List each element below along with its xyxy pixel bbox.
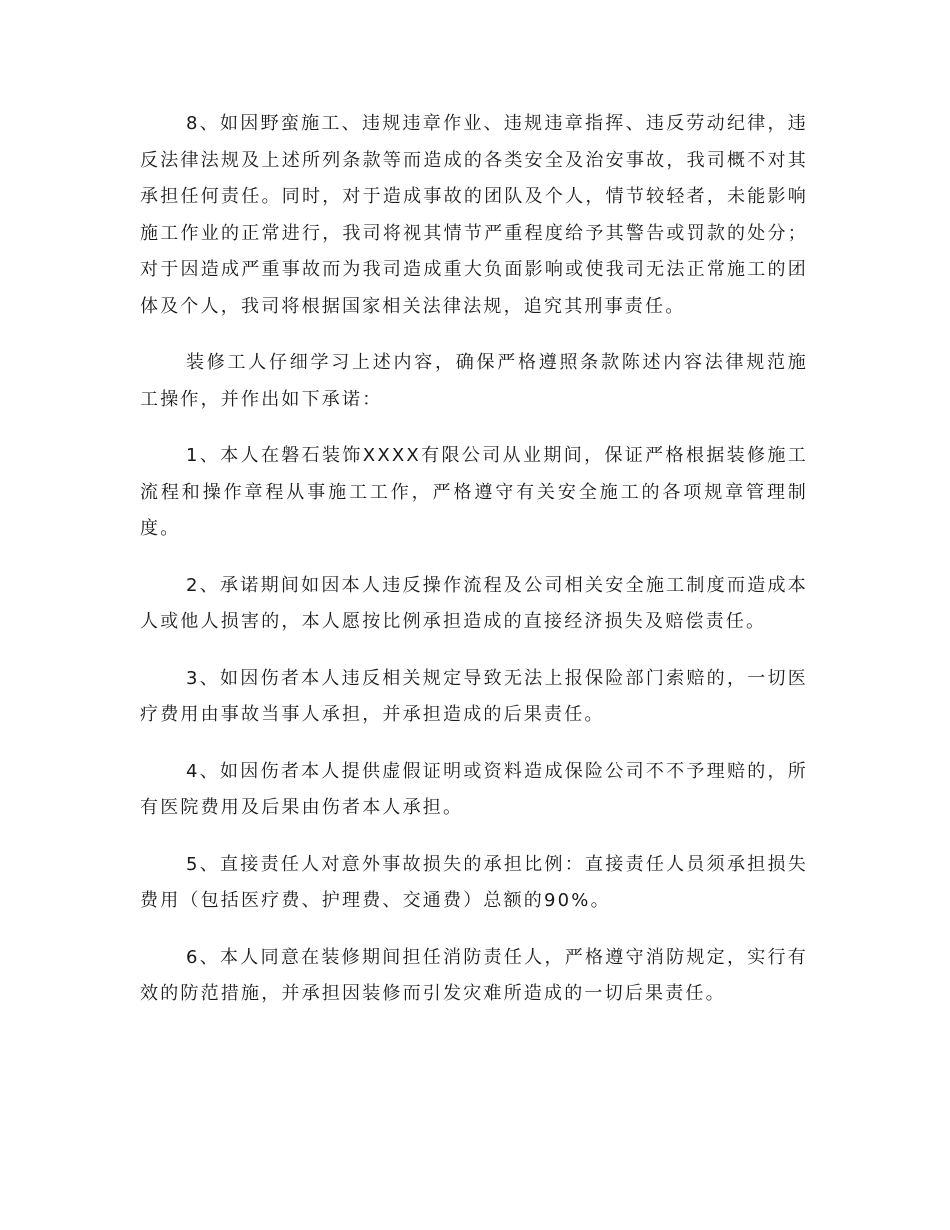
paragraph-commitment-2: 2、承诺期间如因本人违反操作流程及公司相关安全施工制度而造成本人或他人损害的，本人愿按比例承担造成的直接经济损失及赔偿责任。	[140, 574, 808, 632]
paragraph-clause-8: 8、如因野蛮施工、违规违章作业、违规违章指挥、违反劳动纪律，违反法律法规及上述所列条款等而造成的各类安全及治安事故，我司概不对其承担任何责任。同时，对于造成事故的团队及个人，情节较轻者，未能影响施工作业的正常进行，我司将视其情节严重程度给予其警告或罚款的处分；对于因造成严重事故而为我司造成重大负面影响或使我司无法正常施工的团体及个人，我司将根据国家相关法律法规，追究其刑事责任。	[140, 113, 808, 317]
paragraph-commitment-6: 6、本人同意在装修期间担任消防责任人，严格遵守消防规定，实行有效的防范措施，并承担因装修而引发灾难所造成的一切后果责任。	[140, 946, 808, 1004]
paragraph-commitment-5: 5、直接责任人对意外事故损失的承担比例：直接责任人员须承担损失费用（包括医疗费、护理费、交通费）总额的90%。	[140, 853, 808, 911]
paragraph-commitment-1: 1、本人在磐石装饰XXXX有限公司从业期间，保证严格根据装修施工流程和操作章程从事施工工作，严格遵守有关安全施工的各项规章管理制度。	[140, 445, 808, 539]
paragraph-commitment-4: 4、如因伤者本人提供虚假证明或资料造成保险公司不不予理赔的，所有医院费用及后果由伤者本人承担。	[140, 760, 808, 818]
document-body	[140, 106, 808, 1033]
paragraph-commitment-intro: 装修工人仔细学习上述内容，确保严格遵照条款陈述内容法律规范施工操作，并作出如下承诺：	[140, 352, 808, 410]
paragraph-commitment-3: 3、如因伤者本人违反相关规定导致无法上报保险部门索赔的，一切医疗费用由事故当事人承担，并承担造成的后果责任。	[140, 667, 808, 725]
